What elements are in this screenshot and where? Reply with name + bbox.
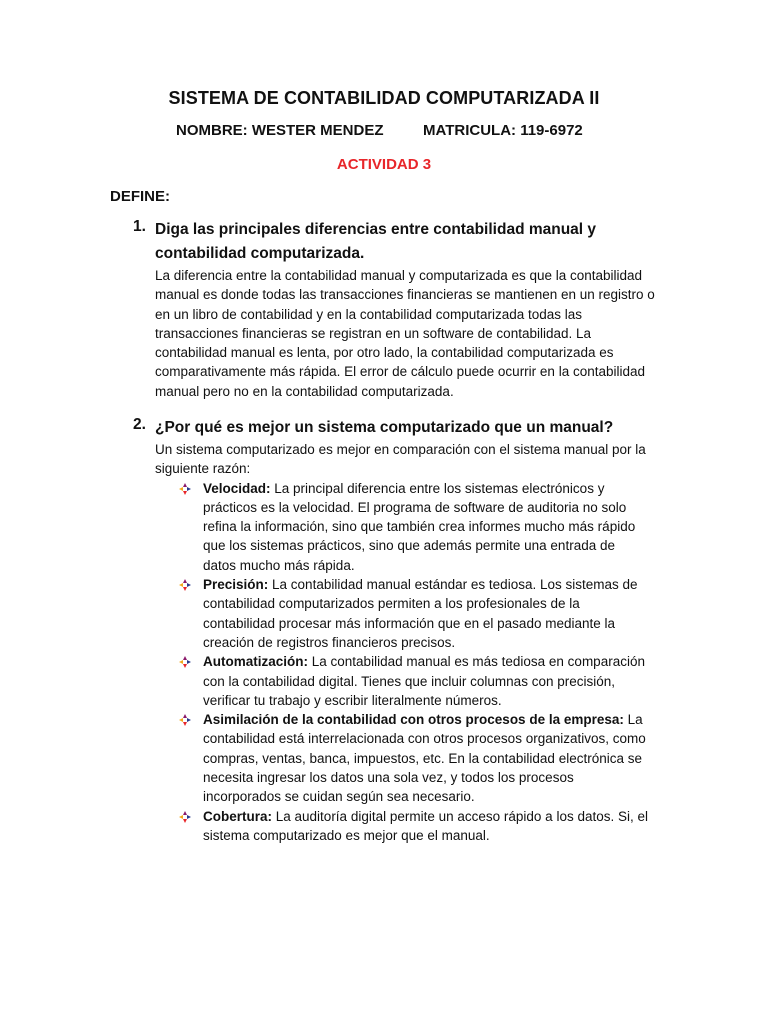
reason-text: La auditoría digital permite un acceso rápido a los datos. Si, el sistema computarizado es mejor que el manual. [203,808,648,843]
reason-text: La contabilidad manual estándar es tediosa. Los sistemas de contabilidad computarizados permiten a los profesionales de la contabilidad procesar más información que en el pasado mediante la creación de registros financieros precisos. [203,577,638,650]
question-1 [133,218,655,401]
activity-label: ACTIVIDAD 3 [336,156,432,173]
list-item [179,652,649,710]
four-arrows-bullet-icon [179,579,191,591]
answer-text: La diferencia entre la contabilidad manual y computarizada es que la contabilidad manual es donde todas las transacciones financieras se mantienen en un registro o en un libro de contabilidad y en la contabilidad computarizada todas las transacciones financieras se registran en un software de contabilidad. La contabilidad manual es lenta, por otro lado, la contabilidad computarizada es comparativamente más rápida. El error de cálculo puede ocurrir en la contabilidad manual pero no en la contabilidad computarizada. [155,268,655,399]
reason-label: Asimilación de la contabilidad con otros procesos de la empresa: [203,712,624,728]
four-arrows-bullet-icon [179,483,191,495]
student-name: NOMBRE: WESTER MENDEZ [176,122,384,139]
list-item [179,575,649,652]
reasons-list [179,479,649,846]
question-2 [133,416,648,845]
question-number: 1. [133,218,146,235]
four-arrows-bullet-icon [179,811,191,823]
list-item [179,710,649,806]
list-item [179,807,649,846]
reason-label: Precisión: [203,577,269,593]
list-item [179,479,649,575]
question-number: 2. [133,416,146,433]
question-text: ¿Por qué es mejor un sistema computarizado que un manual? [155,419,614,436]
question-text: Diga las principales diferencias entre contabilidad manual y contabilidad computarizada. [155,221,597,262]
student-info [176,122,583,139]
document-title: SISTEMA DE CONTABILIDAD COMPUTARIZADA II [168,88,600,108]
four-arrows-bullet-icon [179,714,191,726]
reason-label: Cobertura: [203,808,273,824]
four-arrows-bullet-icon [179,656,191,668]
define-heading: DEFINE: [110,188,170,205]
reason-label: Automatización: [203,654,309,670]
reason-text: La contabilidad está interrelacionada con otros procesos organizativos, como compras, ventas, banca, impuestos, etc. En la contabilidad electrónica se necesita ingresar los datos una sola vez, y todos los procesos incorporados se cuidan según sea necesario. [203,712,646,805]
student-id: MATRICULA: 119-6972 [423,122,583,139]
reason-text: La contabilidad manual es más tediosa en comparación con la contabilidad digital. Tienes que incluir columnas con precisión, verificar tu trabajo y escribir literalmente números. [203,654,645,708]
answer-intro: Un sistema computarizado es mejor en comparación con el sistema manual por la siguiente razón: [155,442,646,477]
reason-label: Velocidad: [203,480,271,496]
reason-text: La principal diferencia entre los sistemas electrónicos y prácticos es la velocidad. El programa de software de auditoria no solo refina la información, sino que también crea informes mucho más rápido que los sistemas prácticos, sino que además permite una entrada de datos mucho más rápida. [203,480,636,573]
